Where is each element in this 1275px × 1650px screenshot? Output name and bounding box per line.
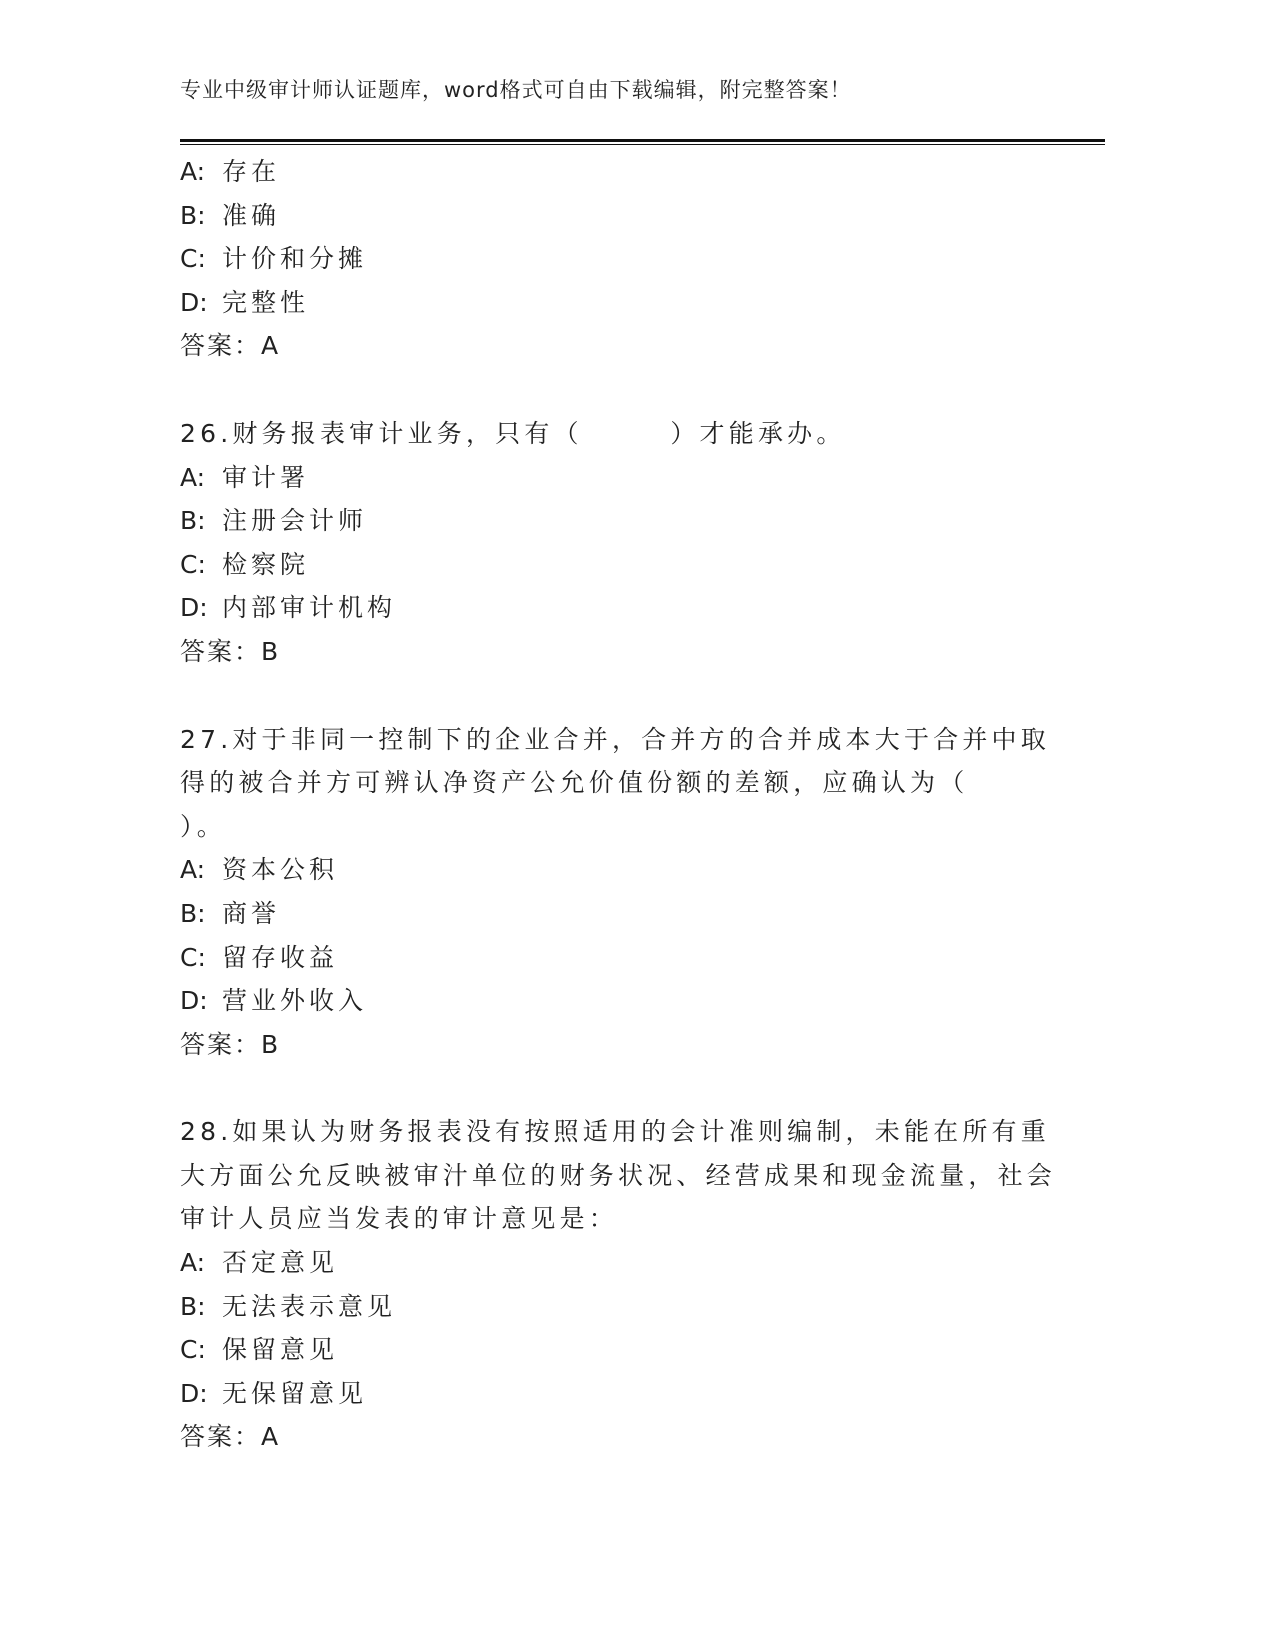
question-27 — [180, 718, 1060, 1067]
option-b: B: 注册会计师 — [180, 506, 368, 536]
question-28 — [180, 1110, 1060, 1459]
header-rule-thin — [180, 144, 1105, 145]
answer-line: 答案：B — [180, 636, 281, 666]
option-d: D: 营业外收入 — [180, 986, 368, 1016]
question-stem: 27.对于非同一控制下的企业合并，合并方的合并成本大于合并中取得的被合并方可辨认净资产公允价值份额的差额，应确认为（ ）。 — [180, 724, 1050, 841]
option-a: A: 审计署 — [180, 462, 310, 492]
option-c: C: 计价和分摊 — [180, 244, 368, 274]
question-stem: 26.财务报表审计业务，只有（ ）才能承办。 — [180, 418, 846, 448]
option-a: A: 否定意见 — [180, 1248, 339, 1278]
question-list — [180, 150, 1060, 1459]
header-rule-thick — [180, 139, 1105, 142]
option-b: B: 商誉 — [180, 898, 281, 928]
answer-line: 答案：A — [180, 1422, 281, 1452]
option-d: D: 完整性 — [180, 287, 310, 317]
option-c: C: 检察院 — [180, 549, 310, 579]
option-c: C: 保留意见 — [180, 1335, 339, 1365]
question-26 — [180, 412, 1060, 674]
question-stem: 28.如果认为财务报表没有按照适用的会计准则编制，未能在所有重大方面公允反映被审汁单位的财务状况、经营成果和现金流量，社会审计人员应当发表的审计意见是： — [180, 1117, 1057, 1234]
option-b: B: 准确 — [180, 200, 281, 230]
answer-line: 答案：B — [180, 1029, 281, 1059]
option-d: D: 无保留意见 — [180, 1378, 368, 1408]
option-d: D: 内部审计机构 — [180, 593, 397, 623]
prev-question-block — [180, 150, 1060, 368]
option-c: C: 留存收益 — [180, 942, 339, 972]
option-a: A: 存在 — [180, 157, 281, 186]
answer-line: 答案：A — [180, 331, 281, 361]
page-header: 专业中级审计师认证题库，word格式可自由下载编辑，附完整答案！ — [180, 78, 852, 102]
option-a: A: 资本公积 — [180, 855, 339, 885]
option-b: B: 无法表示意见 — [180, 1291, 397, 1321]
